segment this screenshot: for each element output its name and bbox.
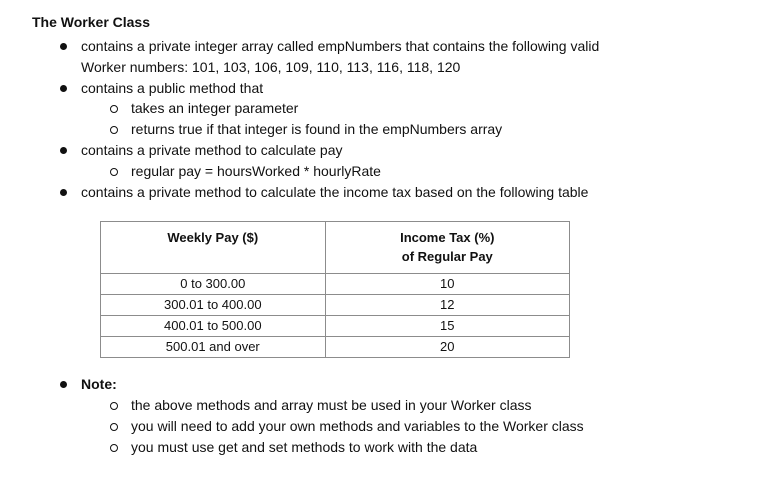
bullet-icon (60, 147, 67, 154)
bullet-icon (60, 85, 67, 92)
sub-bullet-icon (110, 168, 118, 176)
header-weekly-pay-text: Weekly Pay ($) (167, 230, 259, 245)
cell-tax-rate: 20 (325, 337, 569, 358)
table-row (101, 337, 570, 358)
cell-weekly-pay: 0 to 300.00 (101, 274, 326, 295)
bullet-3-sub-1: regular pay = hoursWorked * hourlyRate (131, 163, 381, 179)
note-item-3: you must use get and set methods to work with the data (131, 439, 478, 455)
header-income-tax-line-2: of Regular Pay (401, 249, 493, 264)
note-label: Note: (81, 376, 117, 392)
bullet-icon (60, 381, 67, 388)
note-item-1: the above methods and array must be used in your Worker class (131, 397, 532, 413)
table-row (101, 316, 570, 337)
table-header-row (101, 222, 570, 274)
bullet-4-text: contains a private method to calculate the income tax based on the following table (81, 184, 589, 200)
bullet-3-text: contains a private method to calculate pay (81, 142, 343, 158)
bullet-2-text: contains a public method that (81, 80, 264, 96)
bullet-2-sub-2: returns true if that integer is found in the empNumbers array (131, 121, 503, 137)
sub-bullet-icon (110, 126, 118, 134)
document-title: The Worker Class (32, 14, 151, 30)
cell-tax-rate: 10 (325, 274, 569, 295)
cell-weekly-pay: 300.01 to 400.00 (101, 295, 326, 316)
sub-bullet-icon (110, 402, 118, 410)
table-row (101, 274, 570, 295)
cell-weekly-pay: 500.01 and over (101, 337, 326, 358)
cell-tax-rate: 12 (325, 295, 569, 316)
header-income-tax-line-1: Income Tax (%) (400, 230, 495, 245)
bullet-2-sub-1: takes an integer parameter (131, 100, 299, 116)
sub-bullet-icon (110, 423, 118, 431)
sub-bullet-icon (110, 444, 118, 452)
note-item-2: you will need to add your own methods and variables to the Worker class (131, 418, 584, 434)
income-tax-table (100, 221, 570, 358)
cell-tax-rate: 15 (325, 316, 569, 337)
bullet-icon (60, 189, 67, 196)
header-income-tax (325, 222, 569, 274)
table-row (101, 295, 570, 316)
header-weekly-pay (101, 222, 326, 274)
bullet-1-line-2: Worker numbers: 101, 103, 106, 109, 110, 113, 116, 118, 120 (81, 59, 461, 75)
cell-weekly-pay: 400.01 to 500.00 (101, 316, 326, 337)
sub-bullet-icon (110, 105, 118, 113)
bullet-icon (60, 43, 67, 50)
bullet-1-line-1: contains a private integer array called empNumbers that contains the following valid (81, 38, 600, 54)
